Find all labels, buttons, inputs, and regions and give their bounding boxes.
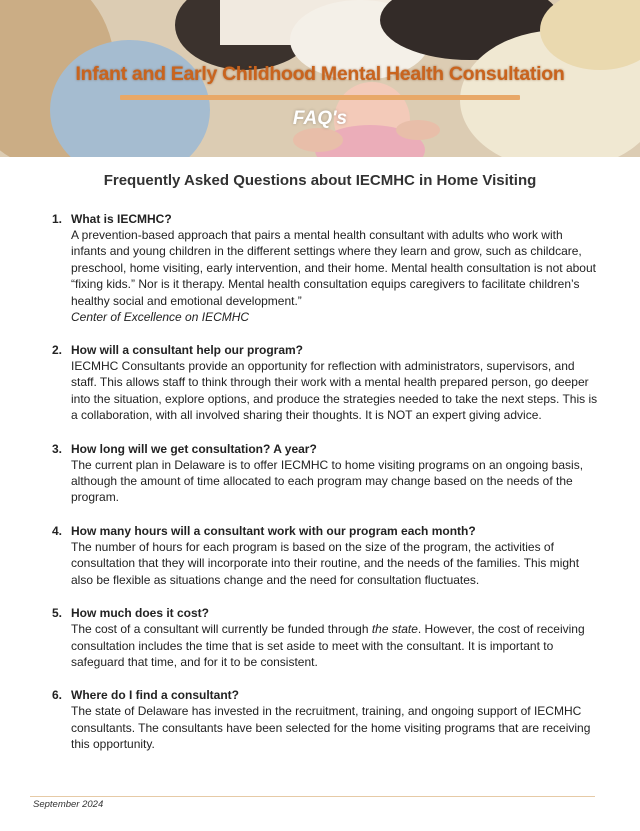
faq-question: How much does it cost? <box>71 606 210 621</box>
banner-subtitle: FAQ's <box>292 108 348 129</box>
faq-list <box>52 211 600 770</box>
banner-title: Infant and Early Childhood Mental Health Consultation <box>75 63 565 85</box>
faq-number: 1. <box>52 212 63 226</box>
faq-number: 4. <box>52 523 63 538</box>
faq-item-3 <box>52 441 600 506</box>
faq-answer: IECMHC Consultants provide an opportunity for reflection with administrators, supervisors, and staff. This allows staff to think through their work with a mental health prepared person, go deeper into the situation, explore options, and produce the strategies needed to take the next steps. This is a collaboration, with all involved sharing their thoughts. It is NOT an expert giving advice. <box>71 359 598 423</box>
faq-answer-emphasis: the state <box>371 622 418 637</box>
faq-item-4 <box>52 523 600 588</box>
faq-number: 2. <box>52 343 63 358</box>
header-banner <box>0 0 640 157</box>
faq-item-6 <box>52 687 600 752</box>
faq-item-2 <box>52 342 600 424</box>
faq-question: What is IECMHC? <box>71 212 172 226</box>
faq-number: 5. <box>52 606 63 621</box>
faq-answer: The number of hours for each program is based on the size of the program, the activities of consultation that they will incorporate into their routine, and the needs of the families. This might also be flexible as situations change and the need for consultation fluctuates. <box>71 539 580 587</box>
faq-number: 3. <box>52 441 63 456</box>
faq-answer-text: . However, the cost of receiving consultation includes the time that is set aside to meet with the consultant. It is important to safeguard that time, and for it to be consistent. <box>71 622 585 669</box>
faq-answer <box>71 621 600 670</box>
faq-number: 6. <box>52 688 63 703</box>
faq-question: How long will we get consultation? A year? <box>71 441 317 456</box>
faq-item-1 <box>52 211 600 325</box>
faq-question: How will a consultant help our program? <box>71 343 304 358</box>
page-title: Frequently Asked Questions about IECMHC in Home Visiting <box>103 172 537 189</box>
faq-answer: The state of Delaware has invested in the recruitment, training, and ongoing support of IECMHC consultants. The consultants have been selected for the home visiting programs that are receiving this opportunity. <box>71 704 591 752</box>
faq-answer-text: The cost of a consultant will currently be funded through <box>71 622 372 637</box>
faq-item-5 <box>52 605 600 670</box>
banner-divider <box>120 95 520 100</box>
faq-source: Center of Excellence on IECMHC <box>71 310 250 325</box>
footer-divider <box>30 796 595 797</box>
faq-answer: A prevention-based approach that pairs a mental health consultant with adults who work with infants and young children in the different settings where they learn and grow, such as childcare, preschool, home visiting, early intervention, and their home. Mental health consultation is not about “fixing kids.” Nor is it therapy. Mental health consultation equips caregivers to facilitate children’s healthy social and emotional development.” <box>71 228 596 308</box>
footer-date: September 2024 <box>33 799 104 810</box>
faq-question: How many hours will a consultant work with our program each month? <box>71 523 476 538</box>
faq-answer: The current plan in Delaware is to offer IECMHC to home visiting programs on an ongoing basis, although the amount of time allocated to each program may change based on the needs of the program. <box>71 457 584 505</box>
faq-question: Where do I find a consultant? <box>71 688 239 703</box>
